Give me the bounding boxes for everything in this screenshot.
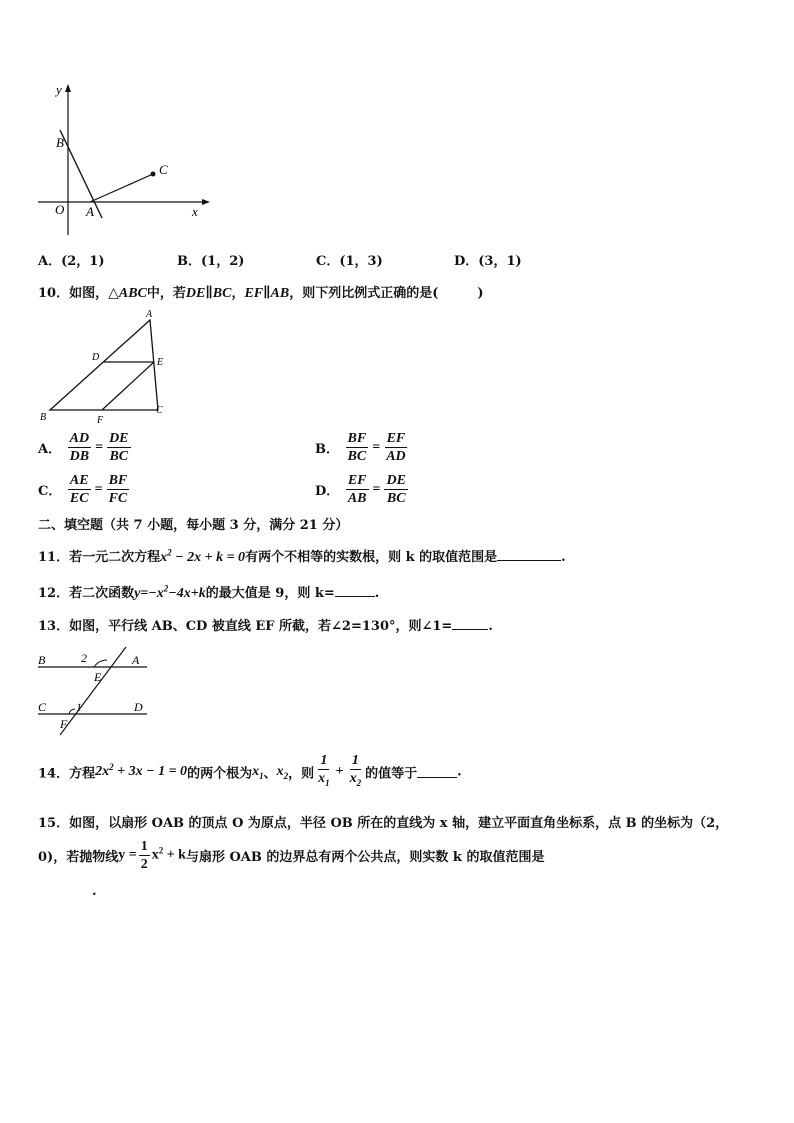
q13-parallel-lines-figure xyxy=(34,645,154,737)
label-e: E xyxy=(94,670,102,684)
label-1: 1 xyxy=(76,700,82,714)
q11-question: 11．若一元二次方程$x^2 - 2x + k = 0$有两个不相等的实数根，则 k 的取值范围是 . xyxy=(38,547,566,565)
label-b: B xyxy=(38,653,46,667)
label-d: D xyxy=(134,700,143,714)
q13-question: 13．如图，平行线 AB、CD 被直线 EF 所截，若∠2=130°，则∠1= . xyxy=(38,619,493,634)
label-f: F xyxy=(60,717,68,731)
line-ef xyxy=(60,647,126,735)
y-axis-arrow xyxy=(65,84,71,92)
label-e: E xyxy=(157,357,164,368)
q12-question: 12．若二次函数$y=-x^2-4x+k$的最大值是 9，则 k= . xyxy=(38,583,380,601)
label-c: C xyxy=(156,405,163,416)
label-b: B xyxy=(56,135,64,150)
q14-answer-blank[interactable] xyxy=(417,765,457,778)
label-a: A xyxy=(146,309,153,320)
angle-2-arc xyxy=(94,660,107,667)
q12-answer-blank[interactable] xyxy=(335,584,375,597)
q14-question: 14．方程$2x^2 + 3x - 1 = 0$的两个根为$x_1$、$x_2$，则 $\frac{1}{x_1}$ + $\frac{1}{x_2}$ 的值等于 . xyxy=(38,753,462,788)
q15-answer-end: . xyxy=(92,884,97,899)
q15-question-line2: 0)，若抛物线y = $\frac{1}{2}$ $x^2 + k$与扇形 OAB 的边界总有两个公共点，则实数 k 的取值范围是 xyxy=(38,839,545,872)
q9-option-d: D．(3，1) xyxy=(454,254,522,269)
q10-option-b: B． $\frac{BF}{BC}$ = $\frac{EF}{AD}$ xyxy=(315,431,406,464)
x-axis-arrow xyxy=(202,199,210,205)
section-2-title: 二、填空题（共 7 小题，每小题 3 分，满分 21 分） xyxy=(38,518,349,533)
label-a: A xyxy=(86,204,94,219)
q10-triangle-figure xyxy=(36,308,176,428)
label-a: A xyxy=(132,653,140,667)
q10-option-c: C． $\frac{AE}{EC}$ = $\frac{BF}{FC}$ xyxy=(38,473,128,506)
label-y: y xyxy=(56,82,62,97)
label-d: D xyxy=(92,352,100,363)
label-c: C xyxy=(38,700,47,714)
q10-question: 10．如图，△ABC中，若DE∥BC，EF∥AB，则下列比例式正确的是( ) xyxy=(38,286,484,301)
angle-1-arc xyxy=(69,709,75,714)
label-2: 2 xyxy=(81,651,87,665)
label-x: x xyxy=(192,204,198,219)
segment-ef xyxy=(102,362,154,410)
q9-coordinate-figure xyxy=(30,80,215,240)
triangle-abc xyxy=(50,320,158,410)
label-o: O xyxy=(55,202,65,217)
line-ab xyxy=(60,130,102,218)
q15-question-line1: 15．如图，以扇形 OAB 的顶点 O 为原点，半径 OB 所在的直线为 x 轴，建立平面直角坐标系，点 B 的坐标为（2， xyxy=(38,816,729,831)
q9-option-c: C．(1，3) xyxy=(316,254,383,269)
label-f: F xyxy=(97,415,104,426)
q10-option-d: D． $\frac{EF}{AB}$ = $\frac{DE}{BC}$ xyxy=(315,473,406,506)
point-c xyxy=(151,172,156,177)
segment-ac xyxy=(90,174,153,202)
q9-option-a: A．(2，1) xyxy=(38,254,105,269)
q11-answer-blank[interactable] xyxy=(497,548,561,561)
q9-option-b: B．(1，2) xyxy=(177,254,245,269)
label-c: C xyxy=(159,162,168,177)
q10-option-a: A． $\frac{AD}{DB}$ = $\frac{DE}{BC}$ xyxy=(38,431,129,464)
label-b: B xyxy=(40,412,47,423)
q13-answer-blank[interactable] xyxy=(452,617,488,630)
